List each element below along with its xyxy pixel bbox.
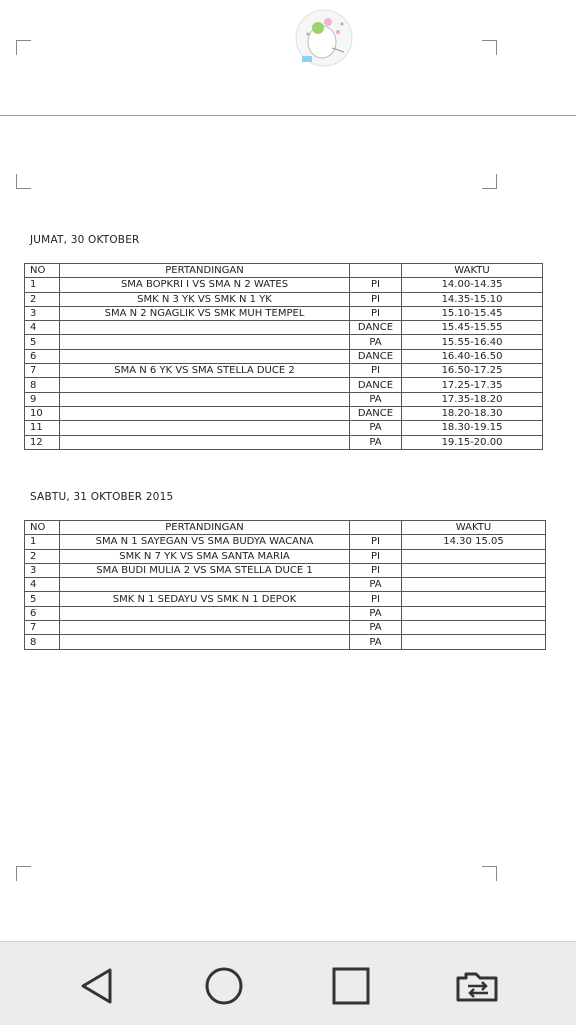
category: DANCE xyxy=(350,378,402,392)
category: PA xyxy=(350,578,402,592)
match-name xyxy=(60,435,350,449)
previous-page xyxy=(0,0,576,116)
time-slot xyxy=(402,621,546,635)
dual-window-button[interactable] xyxy=(454,962,502,1010)
time-slot: 14.35-15.10 xyxy=(402,292,543,306)
time-slot xyxy=(402,549,546,563)
match-name: SMA BUDI MULIA 2 VS SMA STELLA DUCE 1 xyxy=(60,563,350,577)
navigation-bar xyxy=(0,941,576,1025)
category: PI xyxy=(350,306,402,320)
column-header: WAKTU xyxy=(402,264,543,278)
column-header: NO xyxy=(25,264,60,278)
category: PI xyxy=(350,278,402,292)
table-row xyxy=(25,392,543,406)
schedule-2-table xyxy=(24,520,546,650)
column-header xyxy=(350,264,402,278)
table-row xyxy=(25,563,546,577)
table-row xyxy=(25,606,546,620)
sticker-image xyxy=(288,8,360,70)
match-name xyxy=(60,606,350,620)
match-name: SMA BOPKRI I VS SMA N 2 WATES xyxy=(60,278,350,292)
table-row xyxy=(25,435,543,449)
match-name: SMA N 2 NGAGLIK VS SMK MUH TEMPEL xyxy=(60,306,350,320)
table-row xyxy=(25,592,546,606)
time-slot: 17.25-17.35 xyxy=(402,378,543,392)
category: PI xyxy=(350,535,402,549)
category: DANCE xyxy=(350,349,402,363)
match-name: SMA N 1 SAYEGAN VS SMA BUDYA WACANA xyxy=(60,535,350,549)
row-number: 3 xyxy=(25,306,60,320)
schedule-1-title: JUMAT, 30 OKTOBER xyxy=(30,234,140,246)
time-slot: 19.15-20.00 xyxy=(402,435,543,449)
table-row xyxy=(25,635,546,649)
recents-button[interactable] xyxy=(327,962,375,1010)
match-name xyxy=(60,335,350,349)
page-corner-mark xyxy=(16,866,31,881)
recents-icon xyxy=(331,966,371,1006)
table-row xyxy=(25,621,546,635)
match-name xyxy=(60,421,350,435)
time-slot: 18.30-19.15 xyxy=(402,421,543,435)
row-number: 8 xyxy=(25,378,60,392)
table-row xyxy=(25,378,543,392)
match-name xyxy=(60,578,350,592)
time-slot xyxy=(402,563,546,577)
category: PA xyxy=(350,621,402,635)
category: DANCE xyxy=(350,321,402,335)
column-header: PERTANDINGAN xyxy=(60,264,350,278)
match-name xyxy=(60,621,350,635)
row-number: 5 xyxy=(25,335,60,349)
schedule-1-table xyxy=(24,263,543,450)
row-number: 2 xyxy=(25,549,60,563)
match-name xyxy=(60,378,350,392)
category: DANCE xyxy=(350,406,402,420)
category: PA xyxy=(350,606,402,620)
time-slot: 15.10-15.45 xyxy=(402,306,543,320)
category: PA xyxy=(350,635,402,649)
category: PA xyxy=(350,421,402,435)
table-header-row xyxy=(25,521,546,535)
row-number: 6 xyxy=(25,606,60,620)
match-name: SMK N 7 YK VS SMA SANTA MARIA xyxy=(60,549,350,563)
row-number: 10 xyxy=(25,406,60,420)
category: PA xyxy=(350,435,402,449)
back-button[interactable] xyxy=(73,962,121,1010)
home-icon xyxy=(204,966,244,1006)
category: PI xyxy=(350,549,402,563)
category: PI xyxy=(350,292,402,306)
time-slot: 15.45-15.55 xyxy=(402,321,543,335)
page-corner-mark xyxy=(16,40,31,55)
row-number: 4 xyxy=(25,578,60,592)
time-slot: 14.30 15.05 xyxy=(402,535,546,549)
table-row xyxy=(25,364,543,378)
match-name: SMA N 6 YK VS SMA STELLA DUCE 2 xyxy=(60,364,350,378)
match-name xyxy=(60,349,350,363)
row-number: 8 xyxy=(25,635,60,649)
time-slot: 14.00-14.35 xyxy=(402,278,543,292)
row-number: 4 xyxy=(25,321,60,335)
category: PI xyxy=(350,592,402,606)
category: PA xyxy=(350,392,402,406)
time-slot xyxy=(402,578,546,592)
schedule-2-title: SABTU, 31 OKTOBER 2015 xyxy=(30,491,174,503)
time-slot xyxy=(402,635,546,649)
match-name xyxy=(60,392,350,406)
column-header: NO xyxy=(25,521,60,535)
category: PA xyxy=(350,335,402,349)
row-number: 2 xyxy=(25,292,60,306)
time-slot xyxy=(402,606,546,620)
time-slot: 18.20-18.30 xyxy=(402,406,543,420)
page-corner-mark xyxy=(482,866,497,881)
time-slot: 17.35-18.20 xyxy=(402,392,543,406)
column-header: WAKTU xyxy=(402,521,546,535)
time-slot xyxy=(402,592,546,606)
row-number: 3 xyxy=(25,563,60,577)
match-name: SMK N 1 SEDAYU VS SMK N 1 DEPOK xyxy=(60,592,350,606)
column-header xyxy=(350,521,402,535)
row-number: 5 xyxy=(25,592,60,606)
row-number: 1 xyxy=(25,278,60,292)
page-corner-mark xyxy=(16,174,31,189)
back-icon xyxy=(77,966,117,1006)
table-row xyxy=(25,321,543,335)
match-name xyxy=(60,406,350,420)
table-row xyxy=(25,535,546,549)
table-row xyxy=(25,406,543,420)
row-number: 1 xyxy=(25,535,60,549)
category: PI xyxy=(350,364,402,378)
table-row xyxy=(25,335,543,349)
home-button[interactable] xyxy=(200,962,248,1010)
table-header-row xyxy=(25,264,543,278)
table-row xyxy=(25,421,543,435)
dual-window-icon xyxy=(454,966,502,1006)
table-row xyxy=(25,549,546,563)
row-number: 7 xyxy=(25,364,60,378)
match-name xyxy=(60,635,350,649)
row-number: 12 xyxy=(25,435,60,449)
table-row xyxy=(25,306,543,320)
cartoon-sticker-icon xyxy=(288,8,360,70)
table-row xyxy=(25,578,546,592)
table-row xyxy=(25,349,543,363)
row-number: 7 xyxy=(25,621,60,635)
column-header: PERTANDINGAN xyxy=(60,521,350,535)
row-number: 6 xyxy=(25,349,60,363)
time-slot: 15.55-16.40 xyxy=(402,335,543,349)
page-corner-mark xyxy=(482,174,497,189)
time-slot: 16.50-17.25 xyxy=(402,364,543,378)
row-number: 9 xyxy=(25,392,60,406)
category: PI xyxy=(350,563,402,577)
table-row xyxy=(25,278,543,292)
match-name xyxy=(60,321,350,335)
table-row xyxy=(25,292,543,306)
row-number: 11 xyxy=(25,421,60,435)
time-slot: 16.40-16.50 xyxy=(402,349,543,363)
page-corner-mark xyxy=(482,40,497,55)
match-name: SMK N 3 YK VS SMK N 1 YK xyxy=(60,292,350,306)
